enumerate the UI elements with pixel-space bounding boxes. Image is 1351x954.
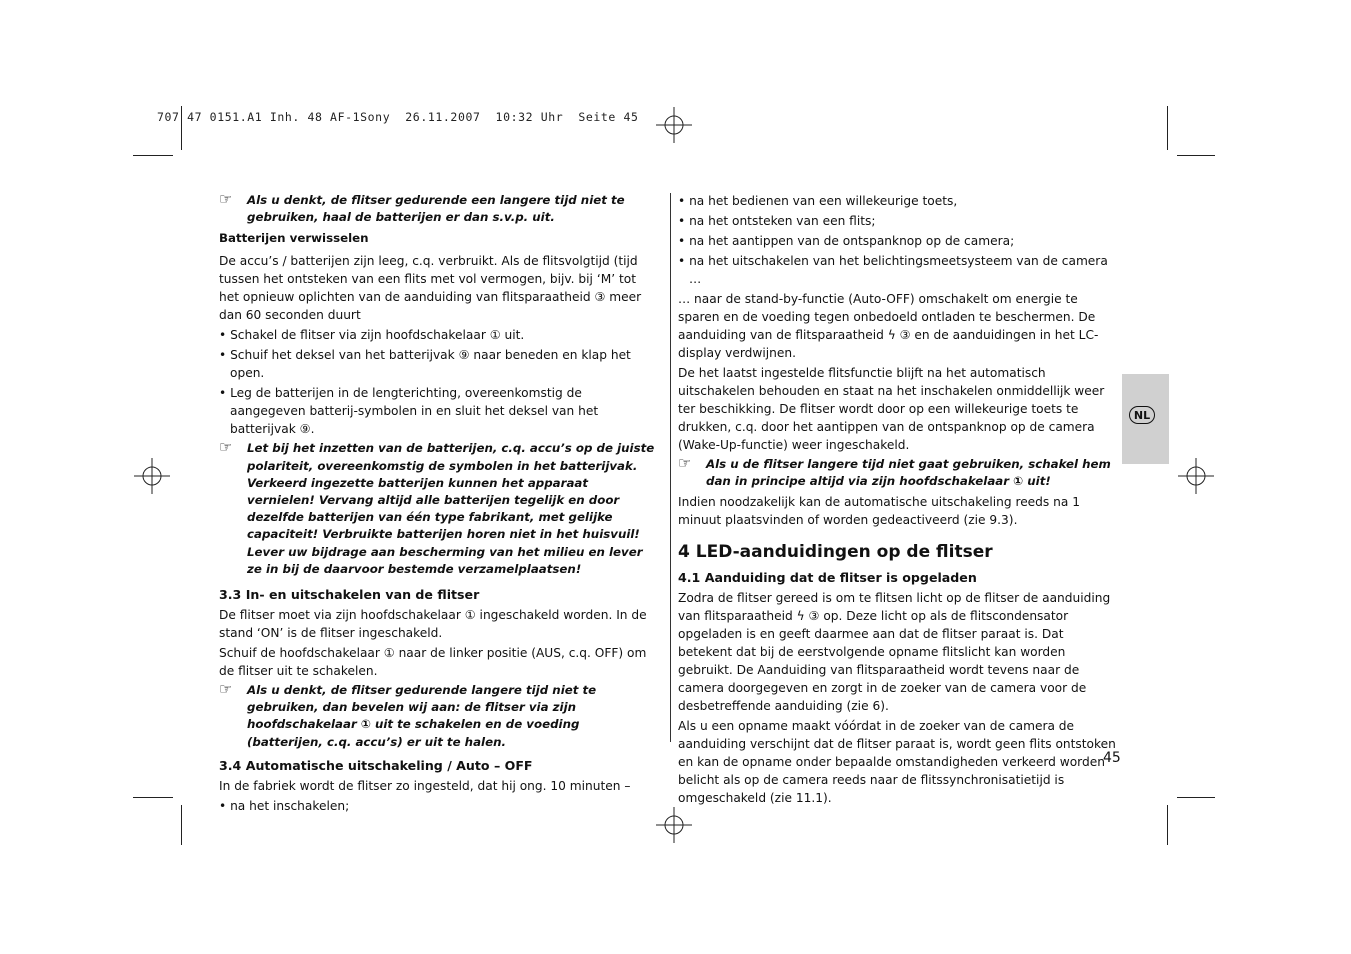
batteries-heading: Batterijen verwisselen [219,231,369,246]
pointing-hand-icon: ☞ [678,454,692,472]
pointing-hand-icon: ☞ [219,190,233,208]
left-column [219,192,657,817]
list-item: • na het ontsteken van een flits; [678,214,876,228]
list-item: • Schakel de flitser via zijn hoofdschakelaar ① uit. [219,328,525,343]
note-principle-switch-off: ☞ Als u de flitser langere tijd niet gaat gebruiken, schakel hem dan in principe altijd via zijn hoofdschakelaar ① uit! [678,454,1111,489]
crop-mark [1167,106,1168,150]
paragraph: … naar de stand-by-functie (Auto-OFF) omschakelt om energie te sparen en de voeding tegen onbedoeld ontladen te beschermen. De aanduiding van de flitsparaatheid ϟ ③ en de aanduidingen in het LC-display verdwijnen. [678,292,1099,360]
print-slug: 707 47 0151.A1 Inh. 48 AF-1Sony 26.11.2007 10:32 Uhr Seite 45 [157,110,639,124]
chapter-heading-4: 4 LED-aanduidingen op de flitser [678,542,993,563]
crop-mark [1177,155,1215,156]
list-item: • Schuif het deksel van het batterijvak ⑨ naar beneden en klap het open. [219,348,631,381]
crop-mark [181,805,182,845]
paragraph: In de fabriek wordt de flitser zo ingesteld, dat hij ong. 10 minuten – [219,778,631,793]
paragraph: De het laatst ingestelde flitsfunctie blijft na het automatisch uitschakelen behouden en staat na het inschakelen onmiddellijk weer ter beschikking. De flitser wordt door op een willekeurige toets te drukken, c.q. door het aantippen van de ontspanknop op de camera (Wake-Up-functie) weer ingeschakeld. [678,366,1105,452]
note-switch-off: ☞ Als u denkt, de flitser gedurende langere tijd niet te gebruiken, dan bevelen wij aan: de flitser via zijn hoofdschakelaar ① uit te schakelen en de voeding (batterijen, c.q. accu’s) er uit te halen. [219,680,597,749]
section-heading-3-3: 3.3 In- en uitschakelen van de flitser [219,587,480,603]
registration-mark-icon [656,107,692,143]
list-item: • na het inschakelen; [219,798,350,813]
crop-mark [133,155,173,156]
registration-mark-icon [134,458,170,494]
pointing-hand-icon: ☞ [219,680,233,699]
crop-mark [133,797,173,798]
batteries-paragraph: De accu’s / batterijen zijn leeg, c.q. verbruikt. Als de flitsvolgtijd (tijd tussen het ontsteken van een flits met vol vermogen, bijv. bij ‘M’ tot het opnieuw oplichten van de aanduiding van flitsparaatheid ③ meer dan 60 seconden duurt [219,254,642,323]
crop-mark [1167,805,1168,845]
note-polarity: ☞ Let bij het inzetten van de batterijen, c.q. accu’s op de juiste polariteit, overeenkomstig de symbolen in het batterijvak. Verkeerd ingezette batterijen kunnen het apparaat vernielen! Vervang altijd alle batterijen tegelijk en door dezelfde batterijen van één type fabrikant, met gelijke capaciteit! Verbruikte batterijen horen niet in het huisvuil! Lever uw bijdrage aan bescherming van het milieu en lever ze in bij de daarvoor bestemde verzamelplaatsen! [219,438,655,576]
crop-mark [1177,797,1215,798]
section-heading-3-4: 3.4 Automatische uitschakeling / Auto – OFF [219,757,533,773]
paragraph: De flitser moet via zijn hoofdschakelaar ① ingeschakeld worden. In de stand ‘ON’ is de flitser ingeschakeld. [219,608,647,641]
list-item: • na het aantippen van de ontspanknop op de camera; [678,234,1015,248]
paragraph: Zodra de flitser gereed is om te flitsen licht op de flitser de aanduiding van flitsparaatheid ϟ ③ op. Deze licht op als de flitscondensator opgeladen is en geeft daarmee aan dat de flitser paraat is. Dat betekent dat bij de eerstvolgende opname flitslicht kan worden gebruikt. De Aanduiding van flitsparaatheid wordt tevens naar de camera doorgegeven en zorgt in de zoeker van de camera voor de desbetreffende aanduiding (zie 6). [678,591,1111,714]
registration-mark-icon [656,807,692,843]
section-heading-4-1: 4.1 Aanduiding dat de flitser is opgeladen [678,570,977,586]
pointing-hand-icon: ☞ [219,438,233,457]
list-item: • na het bedienen van een willekeurige toets, [678,194,958,208]
list-item: • na het uitschakelen van het belichtingsmeetsysteem van de camera … [678,254,1108,286]
paragraph: Als u een opname maakt vóórdat in de zoeker van de camera de aanduiding verschijnt dat de flitser paraat is, wordt geen flits ontstoken en kan de opname onder bepaalde omstandigheden verkeerd worden belicht als op de camera reeds naar de flitssynchronisatietijd is omgeschakeld (zie 11.1). [678,719,1116,806]
note-remove-batteries: ☞ Als u denkt, de flitser gedurende een langere tijd niet te gebruiken, haal de batterijen er dan s.v.p. uit. [219,190,625,225]
list-item: • Leg de batterijen in de lengterichting, overeenkomstig de aangegeven batterij-symbolen in en sluit het deksel van het batterijvak ⑨. [219,386,599,437]
paragraph: Schuif de hoofdschakelaar ① naar de linker positie (AUS, c.q. OFF) om de flitser uit te schakelen. [219,646,647,679]
registration-mark-icon [1178,458,1214,494]
right-column [678,192,1120,809]
language-label: NL [1129,406,1155,424]
column-divider [670,193,671,742]
paragraph: Indien noodzakelijk kan de automatische uitschakeling reeds na 1 minuut plaatsvinden of worden gedeactiveerd (zie 9.3). [678,495,1080,528]
page-number: 45 [1103,750,1121,766]
